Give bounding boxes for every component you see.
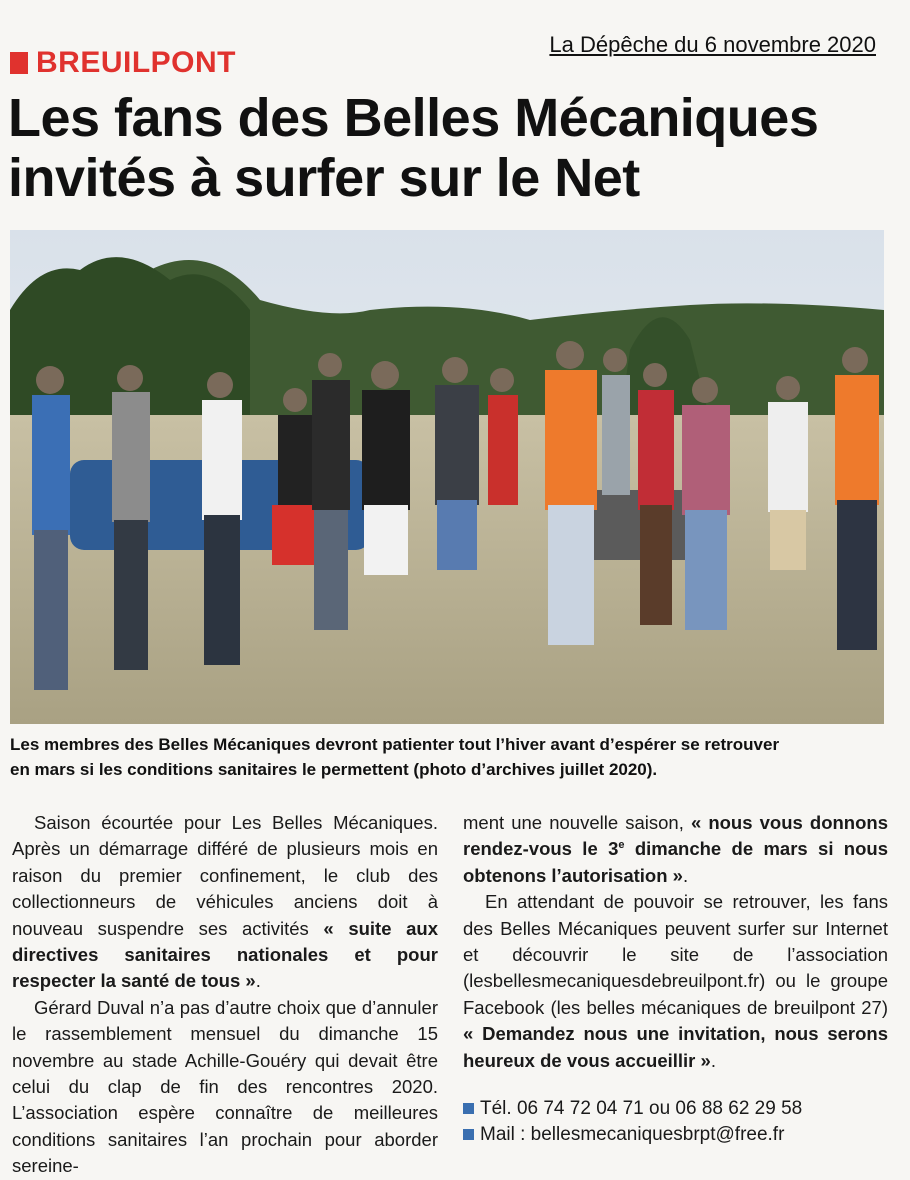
quote-text: « nous vous donnons rendez-vous le 3 xyxy=(463,812,888,860)
caption-line-2: en mars si les conditions sanitaires le permettent (photo d’archives juillet 2020). xyxy=(10,760,658,779)
paragraph xyxy=(463,889,888,1074)
quote-text: « suite aux directives sanitaires nationales et pour respecter la santé de tous » xyxy=(12,917,438,992)
square-bullet-icon xyxy=(463,1103,474,1114)
headline-line-2: invités à surfer sur le Net xyxy=(8,148,640,208)
contact-mail xyxy=(463,1124,883,1146)
paragraph-text: . xyxy=(682,864,689,886)
paragraph-text: ment une nouvelle saison, xyxy=(463,812,691,833)
paragraph-text: Saison écourtée pour Les Belles Mécaniques. Après un démarrage différé de plusieurs mois en raison du premier confinement, le club des collectionneurs de véhicules anciens doit à nouveau suspendre ses activités xyxy=(12,812,438,939)
kicker-square-icon xyxy=(10,52,28,74)
article-column-right xyxy=(463,810,888,1074)
kicker-label: BREUILPONT xyxy=(36,46,236,79)
contact-phone xyxy=(463,1098,883,1120)
group-photo xyxy=(10,230,884,724)
phone-text: Tél. 06 74 72 04 71 ou 06 88 62 29 58 xyxy=(480,1098,803,1119)
paragraph xyxy=(463,810,888,889)
article-column-left xyxy=(12,810,438,1180)
group-photo-image-icon xyxy=(10,230,884,724)
caption-line-1: Les membres des Belles Mécaniques devront patienter tout l’hiver avant d’espérer se retrouver xyxy=(10,735,780,754)
photo-caption xyxy=(10,732,890,782)
quote-text: « Demandez nous une invitation, nous serons heureux de vous accueillir » xyxy=(463,1023,888,1071)
quote-text: dimanche de mars si nous obtenons l’autorisation » xyxy=(463,838,888,886)
mail-text: Mail : bellesmecaniquesbrpt@free.fr xyxy=(480,1124,785,1145)
paragraph xyxy=(12,810,438,995)
source-line: La Dépêche du 6 novembre 2020 xyxy=(549,32,876,57)
square-bullet-icon xyxy=(463,1129,474,1140)
paragraph-text: . xyxy=(255,970,261,992)
paragraph-text: En attendant de pouvoir se retrouver, les fans des Belles Mécaniques peuvent surfer sur Internet et découvrir le site de l’association (lesbellesmecaniquesdebreuilpont.fr) ou le groupe Facebook (les belles mécaniques de breuilpont 27) xyxy=(463,891,888,1018)
headline-line-1: Les fans des Belles Mécaniques xyxy=(8,88,819,148)
headline xyxy=(8,88,908,208)
superscript: e xyxy=(618,839,625,852)
section-kicker xyxy=(10,46,236,80)
paragraph-text: . xyxy=(710,1049,716,1071)
paragraph: Gérard Duval n’a pas d’autre choix que d’annuler le rassemblement mensuel du dimanche 15 novembre au stade Achille-Gouéry qui devait être celui du clap de fin des rencontres 2020. L’association espère connaître de meilleures conditions sanitaires l’an prochain pour aborder sereine- xyxy=(12,996,438,1177)
